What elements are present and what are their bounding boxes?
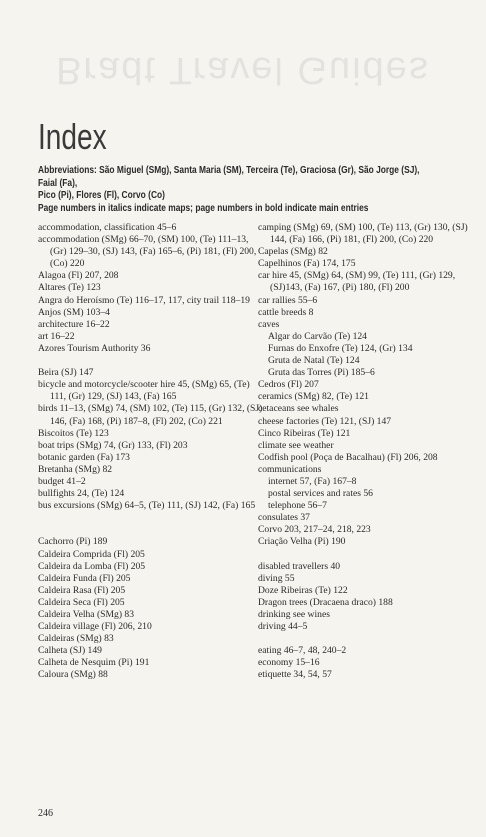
index-entry: drinking see wines [258, 609, 330, 620]
index-entry: Caldeira Seca (Fl) 205 [38, 596, 125, 608]
index-entry: accommodation (SMg) 66–70, (SM) 100, (Te) 111–13, (Gr) 129–30, (SJ) 143, (Fa) 165–6, (Pi) 181, (Fl) 200, (Co) 220 [38, 234, 257, 270]
index-entry: Calheta (SJ) 149 [38, 645, 102, 657]
abbreviations-line: Abbreviations: São Miguel (SMg), Santa Maria (SM), Terceira (Te), Graciosa (Gr), São Jorge (SJ), Faial (Fa), [38, 164, 420, 189]
index-entry: ceramics (SMg) 82, (Te) 121 [258, 391, 369, 403]
index-gap [38, 524, 266, 536]
index-entry: Calheta de Nesquim (Pi) 191 [38, 657, 150, 669]
index-entry: Capelas (SMg) 82 [258, 246, 328, 258]
index-subentry: Gruta de Natal (Te) 124 [268, 355, 360, 367]
index-entry: camping (SMg) 69, (SM) 100, (Te) 113, (Gr) 130, (SJ) 144, (Fa) 166, (Pi) 181, (Fl) 200, (Co) 220 [258, 222, 468, 246]
index-entry: Bretanha (SMg) 82 [38, 463, 113, 475]
index-entry: etiquette 34, 54, 57 [258, 669, 332, 681]
index-gap [258, 633, 468, 645]
index-entry: birds 11–13, (SMg) 74, (SM) 102, (Te) 115, (Gr) 132, (SJ) 146, (Fa) 168, (Pi) 187–8, (Fl) 202, (Co) 221 [38, 403, 263, 427]
index-entry: bus excursions (SMg) 64–5, (Te) 111, (SJ) 142, (Fa) 165 [38, 500, 256, 512]
index-entry: Cachorro (Pi) 189 [38, 536, 108, 548]
index-entry: cetaceans see whales [258, 403, 339, 415]
index-entry: Capelhinos (Fa) 174, 175 [258, 258, 356, 270]
index-subentry: Algar do Carvão (Te) 124 [268, 330, 367, 342]
index-entry: Criação Velha (Pi) 190 [258, 536, 346, 548]
index-gap [38, 355, 266, 367]
page-number: 246 [38, 808, 53, 819]
index-entry: budget 41–2 [38, 475, 86, 487]
index-entry: economy 15–16 [258, 657, 320, 669]
index-subentry: postal services and rates 56 [268, 488, 373, 500]
index-entry: Codfish pool (Poça de Bacalhau) (Fl) 206, 208 [258, 451, 438, 463]
index-column-right [258, 222, 468, 682]
index-entry: Caldeira da Lomba (Fl) 205 [38, 560, 146, 572]
index-subentry: internet 57, (Fa) 167–8 [268, 475, 357, 487]
index-entry: caves [258, 318, 280, 330]
index-entry: Caloura (SMg) 88 [38, 669, 108, 681]
index-entry: Caldeira Funda (Fl) 205 [38, 572, 131, 584]
index-entry: diving 55 [258, 572, 295, 584]
index-entry: Caldeiras (SMg) 83 [38, 633, 114, 645]
index-subentry: Gruta das Torres (Pi) 185–6 [268, 367, 375, 379]
index-entry: bicycle and motorcycle/scooter hire 45, (SMg) 65, (Te) 111, (Gr) 129, (SJ) 143, (Fa) 165 [38, 379, 250, 403]
watermark-text: Bradt Travel Guides [56, 49, 430, 91]
index-entry: boat trips (SMg) 74, (Gr) 133, (Fl) 203 [38, 439, 188, 451]
index-entry: consulates 37 [258, 512, 310, 524]
index-entry: cattle breeds 8 [258, 306, 314, 318]
index-entry: botanic garden (Fa) 173 [38, 451, 130, 463]
index-entry: Altares (Te) 123 [38, 282, 101, 294]
index-entry: bullfights 24, (Te) 124 [38, 488, 125, 500]
index-entry: accommodation, classification 45–6 [38, 222, 177, 233]
abbreviations-note: Page numbers in italics indicate maps; page numbers in bold indicate main entries [38, 201, 369, 214]
index-entry: cheese factories (Te) 121, (SJ) 147 [258, 415, 392, 427]
index-entry: car rallies 55–6 [258, 294, 318, 306]
index-subentry: Furnas do Enxofre (Te) 124, (Gr) 134 [268, 342, 413, 354]
index-gap [258, 549, 468, 561]
index-entry: eating 46–7, 48, 240–2 [258, 645, 347, 657]
abbreviations-block [38, 164, 438, 214]
index-entry: architecture 16–22 [38, 318, 110, 330]
index-entry: disabled travellers 40 [258, 560, 341, 572]
index-entry: Beira (SJ) 147 [38, 367, 94, 379]
index-entry: art 16–22 [38, 330, 75, 342]
abbreviations-line: Pico (Pi), Flores (Fl), Corvo (Co) [38, 189, 165, 201]
index-entry: communications [258, 463, 322, 475]
index-entry: Caldeira village (Fl) 206, 210 [38, 621, 152, 633]
index-entry: Azores Tourism Authority 36 [38, 342, 151, 354]
index-entry: Cedros (Fl) 207 [258, 379, 319, 391]
index-entry: Dragon trees (Dracaena draco) 188 [258, 596, 393, 608]
index-entry: Caldeira Velha (SMg) 83 [38, 609, 135, 620]
index-entry: Cinco Ribeiras (Te) 121 [258, 427, 351, 439]
index-entry: Anjos (SM) 103–4 [38, 306, 110, 318]
index-entry: Biscoitos (Te) 123 [38, 427, 109, 439]
index-entry: Alagoa (Fl) 207, 208 [38, 270, 119, 282]
index-entry: Caldeira Rasa (Fl) 205 [38, 584, 126, 596]
index-entry: car hire 45, (SMg) 64, (SM) 99, (Te) 111, (Gr) 129, (SJ)143, (Fa) 167, (Pi) 180, (Fl) 200 [258, 270, 456, 294]
index-entry: climate see weather [258, 439, 334, 451]
index-entry: Doze Ribeiras (Te) 122 [258, 584, 348, 596]
page-title: Index [38, 116, 107, 157]
index-entry: Corvo 203, 217–24, 218, 223 [258, 524, 371, 536]
index-gap [38, 512, 266, 524]
index-entry: driving 44–5 [258, 621, 308, 633]
index-column-left [38, 222, 266, 682]
index-subentry: telephone 56–7 [268, 500, 327, 512]
index-entry: Angra do Heroísmo (Te) 116–17, 117, city trail 118–19 [38, 294, 250, 306]
index-entry: Caldeira Comprida (Fl) 205 [38, 548, 145, 560]
